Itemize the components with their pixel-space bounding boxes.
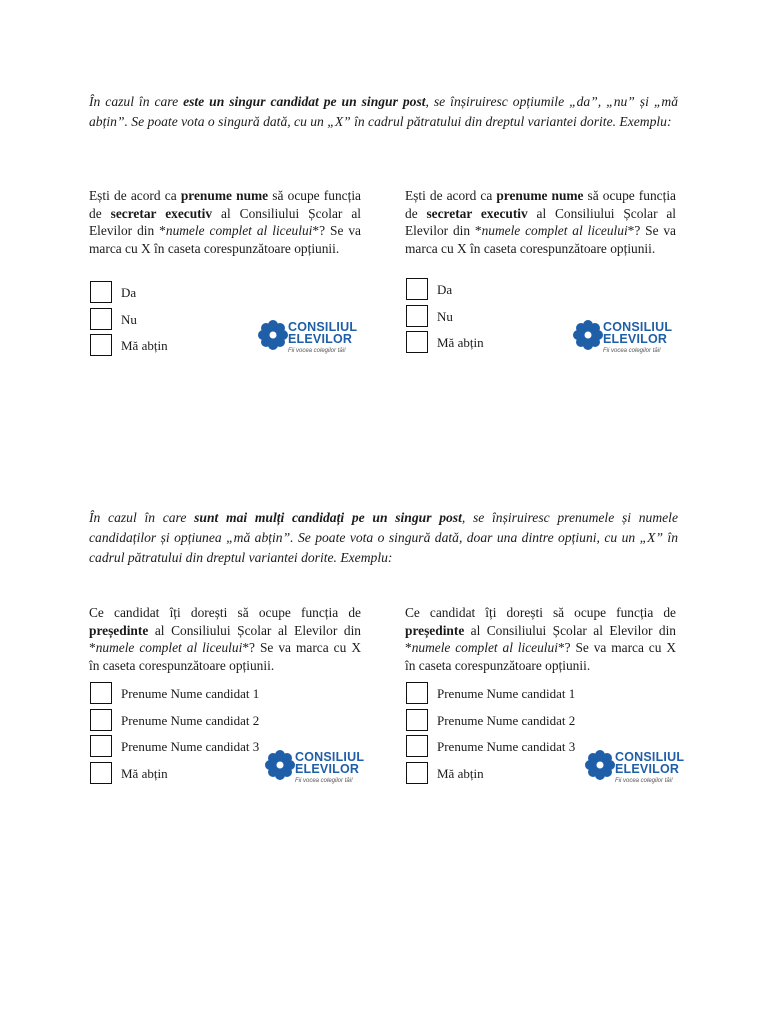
- option-candidate-1: [89, 682, 361, 709]
- q-candidate-name: prenume nume: [496, 188, 584, 203]
- option-da: [89, 281, 361, 308]
- ballot-single-candidate-left: [89, 187, 361, 354]
- q-text: Ce candidat îți dorești să ocupe funcția de: [89, 605, 361, 620]
- logo-line2: ELEVILOR: [603, 332, 668, 346]
- ballot-question: [405, 604, 676, 674]
- q-text: *? Se va marca cu X în caseta corespunzătoare opțiunii.: [89, 640, 361, 673]
- ballot-question: [89, 604, 361, 674]
- q-school-name: numele complet al liceului: [95, 640, 243, 656]
- q-school-name: numele complet al liceului: [165, 223, 313, 239]
- option-label: Prenume Nume candidat 3: [121, 739, 260, 754]
- logo-line2: ELEVILOR: [615, 762, 680, 776]
- flower-logo-icon: [258, 320, 288, 350]
- q-text: *? Se va marca cu X în caseta corespunzătoare opțiunii.: [405, 640, 676, 673]
- flower-logo-icon: [573, 320, 603, 350]
- logo-line1: CONSILIUL: [603, 320, 673, 334]
- vote-checkbox[interactable]: [406, 331, 428, 353]
- option-label: Prenume Nume candidat 3: [437, 739, 576, 754]
- ballot-multiple-candidates-left: [89, 604, 365, 784]
- intro-emphasis: este un singur candidat pe un singur post: [183, 94, 426, 109]
- option-label: Mă abțin: [121, 765, 168, 781]
- q-text: al Consiliului Școlar al Elevilor din *: [89, 622, 361, 656]
- intro-emphasis: sunt mai mulți candidați pe un singur post: [194, 510, 462, 525]
- flower-logo-icon: [265, 750, 295, 780]
- logo-tagline: Fii vocea colegilor tăi!: [603, 348, 661, 354]
- option-label: Nu: [437, 308, 453, 324]
- vote-checkbox[interactable]: [406, 762, 428, 784]
- q-text: Ești de acord ca: [405, 188, 497, 203]
- consiliul-elevilor-logo: [585, 750, 685, 794]
- intro-text: În cazul în care: [89, 510, 195, 525]
- logo-tagline: Fii vocea colegilor tăi!: [295, 778, 353, 784]
- q-text: Ce candidat îți dorești să ocupe funcția de: [405, 605, 676, 620]
- q-school-name: numele complet al liceului: [411, 640, 558, 656]
- intro-text: În cazul în care: [89, 94, 184, 109]
- vote-checkbox[interactable]: [406, 682, 428, 704]
- q-text: al Consiliului Școlar al Elevilor din *: [89, 205, 361, 239]
- ballot-multiple-candidates-right: [405, 604, 685, 784]
- vote-checkbox[interactable]: [90, 308, 112, 330]
- logo-line1: CONSILIUL: [288, 320, 358, 334]
- vote-checkbox[interactable]: [406, 709, 428, 731]
- intro-text: , se înșiruiresc prenumele și numele candidaților și opțiunea „mă abțin”. Se poate vota o singură dată, doar una dintre opțiuni, cu un „X” în cadrul pătratului din dreptul variantei dorite. Exemplu:: [89, 510, 678, 565]
- vote-checkbox[interactable]: [90, 281, 112, 303]
- vote-checkbox[interactable]: [90, 709, 112, 731]
- vote-checkbox[interactable]: [90, 682, 112, 704]
- ballot-question: [89, 187, 361, 257]
- logo-line2: ELEVILOR: [288, 332, 353, 346]
- vote-checkbox[interactable]: [406, 278, 428, 300]
- option-label: Mă abțin: [437, 765, 484, 781]
- option-label: Nu: [121, 311, 137, 327]
- instruction-single-candidate: [89, 92, 678, 132]
- logo-tagline: Fii vocea colegilor tăi!: [615, 778, 673, 784]
- option-da: [405, 278, 676, 305]
- option-label: Prenume Nume candidat 1: [121, 686, 260, 701]
- intro-text: , se înșiruiresc opțiumile „da”, „nu” și „mă abțin”. Se poate vota o singură dată, cu un „X” în cadrul pătratului din dreptul variantei dorite. Exemplu:: [89, 94, 679, 129]
- option-label: Da: [437, 282, 453, 297]
- logo-line1: CONSILIUL: [615, 750, 685, 764]
- q-position: președinte: [89, 622, 149, 638]
- logo-tagline: Fii vocea colegilor tăi!: [288, 348, 346, 354]
- option-candidate-2: [405, 709, 676, 736]
- vote-checkbox[interactable]: [90, 762, 112, 784]
- q-text: să ocupe funcția de: [89, 188, 361, 221]
- option-label: Prenume Nume candidat 2: [437, 712, 576, 728]
- ballot-single-candidate-right: [405, 187, 677, 354]
- q-text: al Consiliului Școlar al Elevilor din *: [405, 622, 676, 656]
- flower-logo-icon: [585, 750, 615, 780]
- q-candidate-name: prenume nume: [180, 188, 269, 203]
- consiliul-elevilor-logo: [573, 320, 673, 364]
- q-position: secretar executiv: [426, 205, 528, 221]
- q-text: *? Se va marca cu X în caseta corespunzătoare opțiunii.: [405, 223, 676, 256]
- option-candidate-1: [405, 682, 676, 709]
- option-label: Prenume Nume candidat 2: [121, 712, 260, 728]
- vote-checkbox[interactable]: [90, 735, 112, 757]
- q-text: să ocupe funcția de: [405, 188, 676, 221]
- vote-checkbox[interactable]: [406, 305, 428, 327]
- q-text: al Consiliului Școlar al Elevilor din *: [405, 205, 677, 239]
- vote-checkbox[interactable]: [90, 334, 112, 356]
- logo-line2: ELEVILOR: [295, 762, 360, 776]
- consiliul-elevilor-logo: [265, 750, 365, 794]
- q-position: președinte: [405, 622, 465, 638]
- option-candidate-2: [89, 709, 361, 736]
- option-label: Da: [121, 285, 137, 300]
- vote-checkbox[interactable]: [406, 735, 428, 757]
- option-label: Mă abțin: [437, 335, 484, 350]
- instruction-multiple-candidates: [89, 508, 678, 568]
- q-text: Ești de acord ca: [89, 188, 181, 203]
- q-position: secretar executiv: [110, 205, 213, 221]
- option-label: Mă abțin: [121, 338, 168, 353]
- logo-line1: CONSILIUL: [295, 750, 365, 764]
- q-school-name: numele complet al liceului: [481, 223, 628, 239]
- q-text: *? Se va marca cu X în caseta corespunzătoare opțiunii.: [89, 223, 361, 256]
- consiliul-elevilor-logo: [258, 320, 358, 364]
- option-label: Prenume Nume candidat 1: [437, 686, 576, 701]
- ballot-question: [405, 187, 676, 257]
